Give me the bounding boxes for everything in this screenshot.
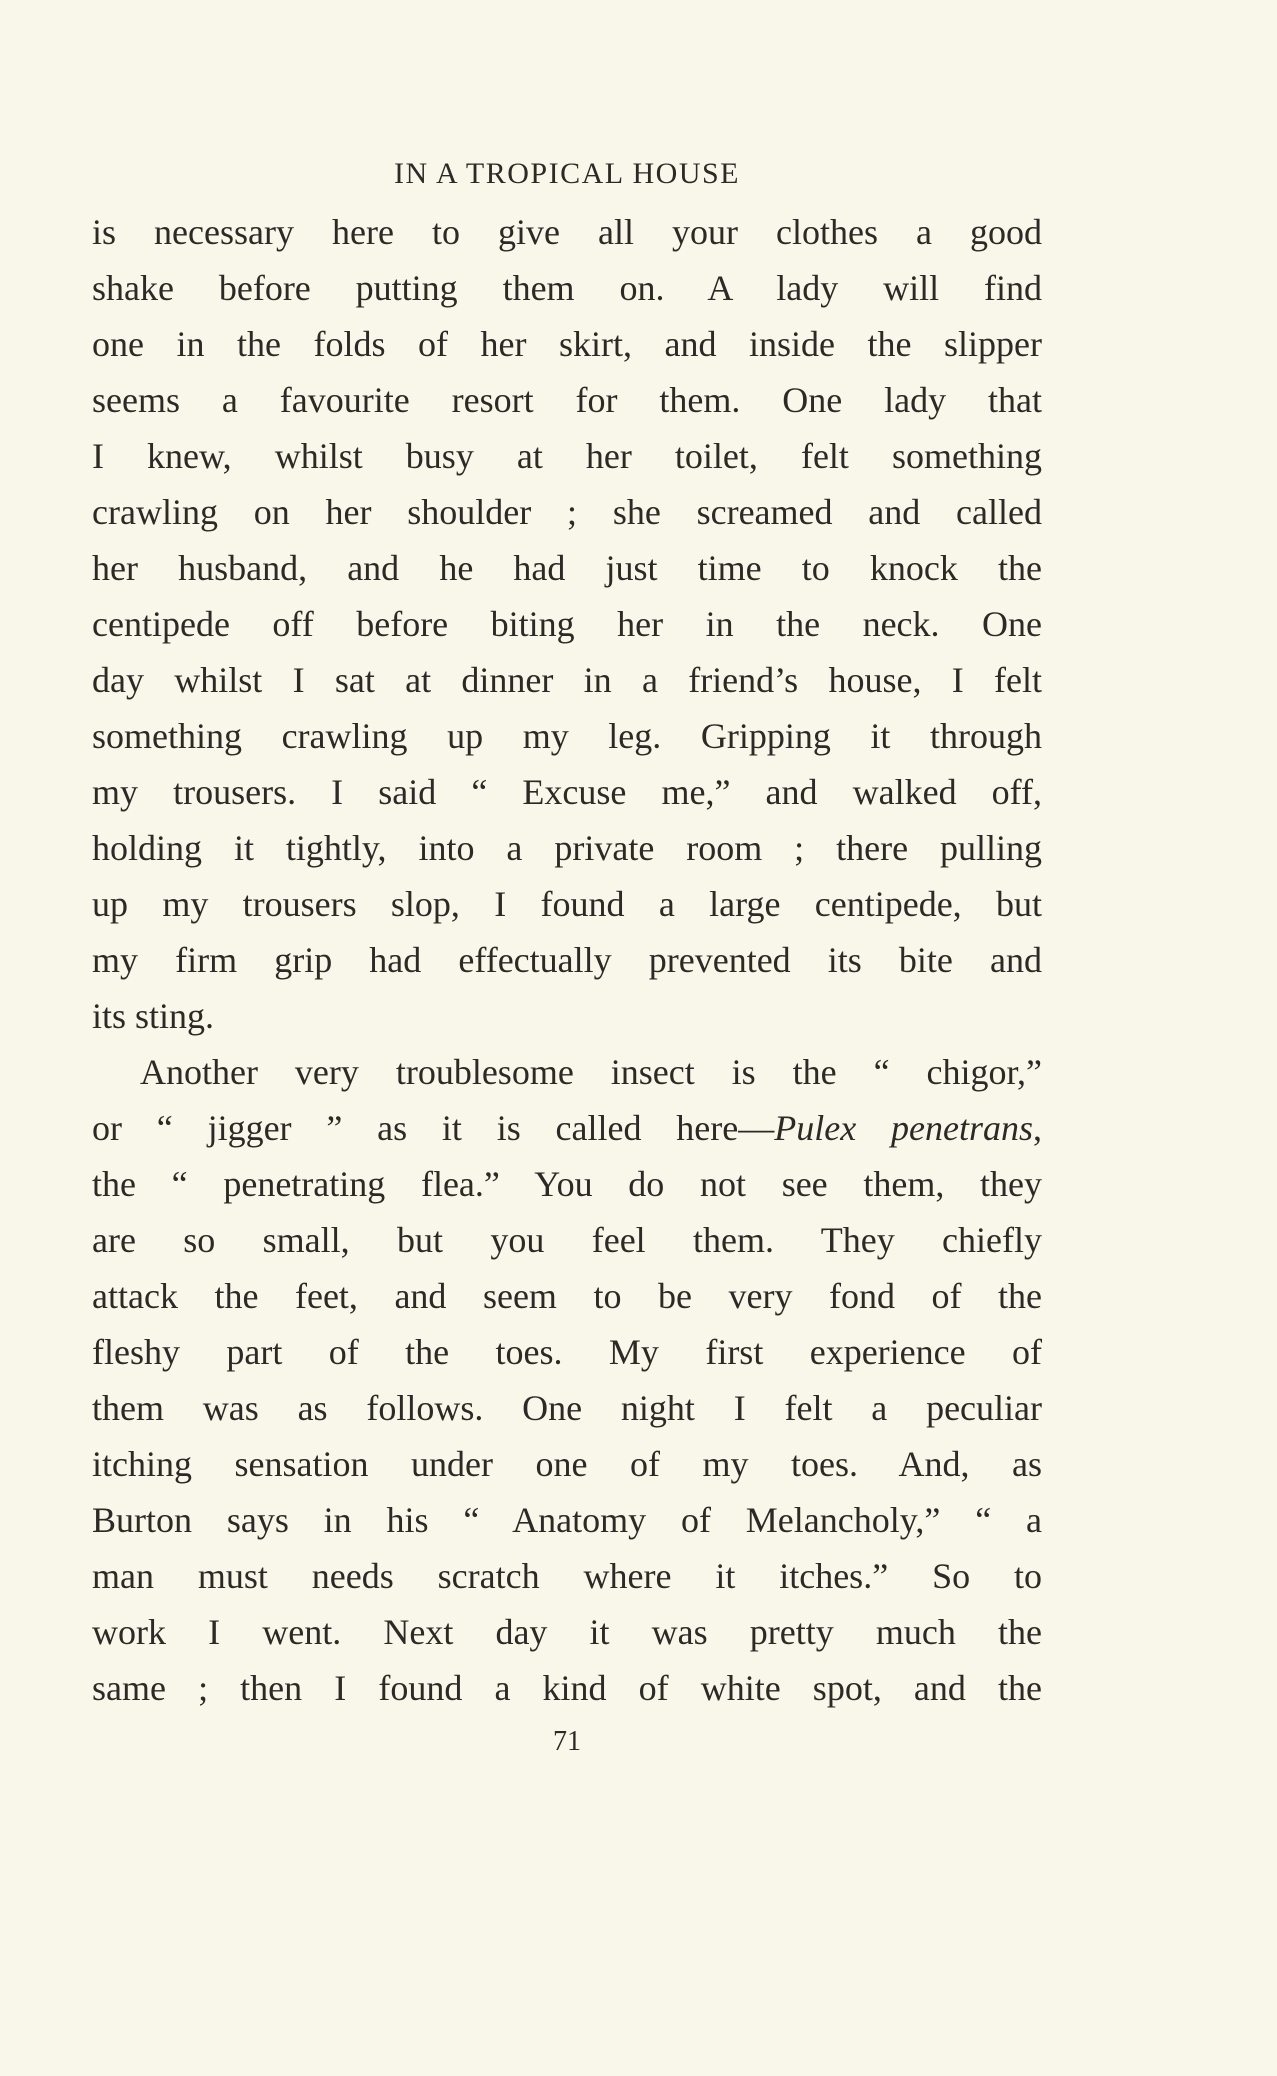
text-line: the “ penetrating flea.” You do not see them, they bbox=[92, 1164, 1042, 1204]
page-number: 71 bbox=[553, 1726, 581, 1757]
text-line: seems a favourite resort for them. One lady that bbox=[92, 380, 1042, 420]
text-line: itching sensation under one of my toes. And, as bbox=[92, 1444, 1042, 1484]
text-line: its sting. bbox=[92, 996, 215, 1036]
text-line: fleshy part of the toes. My first experience of bbox=[92, 1332, 1042, 1372]
text-line: same ; then I found a kind of white spot, and the bbox=[92, 1668, 1042, 1708]
text-line: up my trousers slop, I found a large centipede, but bbox=[92, 884, 1042, 924]
text-line: them was as follows. One night I felt a peculiar bbox=[92, 1388, 1042, 1428]
text-line: holding it tightly, into a private room ; there pulling bbox=[92, 828, 1042, 868]
text-line: her husband, and he had just time to knock the bbox=[92, 548, 1042, 588]
text-line: centipede off before biting her in the neck. One bbox=[92, 604, 1042, 644]
line-roman-part: or “ jigger ” as it is called here— bbox=[92, 1108, 775, 1148]
running-title: IN A TROPICAL HOUSE bbox=[393, 157, 741, 190]
text-line: man must needs scratch where it itches.” So to bbox=[92, 1556, 1042, 1596]
text-line: is necessary here to give all your clothes a good bbox=[92, 212, 1042, 252]
text-line: one in the folds of her skirt, and inside the slipper bbox=[92, 324, 1042, 364]
paragraph-first-line: Another very troublesome insect is the “ chigor,” bbox=[140, 1052, 1042, 1092]
text-line: attack the feet, and seem to be very fond of the bbox=[92, 1276, 1042, 1316]
text-line: crawling on her shoulder ; she screamed and called bbox=[92, 492, 1042, 532]
text-line: shake before putting them on. A lady will find bbox=[92, 268, 1042, 308]
text-line-with-italic bbox=[92, 1100, 1042, 1156]
body-text bbox=[92, 204, 1042, 1716]
text-line: I knew, whilst busy at her toilet, felt something bbox=[92, 436, 1042, 476]
text-line: are so small, but you feel them. They chiefly bbox=[92, 1220, 1042, 1260]
species-name-italic: Pulex penetrans bbox=[774, 1108, 1033, 1148]
book-page bbox=[92, 0, 1042, 2076]
text-line: my firm grip had effectually prevented its bite and bbox=[92, 940, 1042, 980]
text-line: my trousers. I said “ Excuse me,” and walked off, bbox=[92, 772, 1042, 812]
text-line: Burton says in his “ Anatomy of Melancholy,” “ a bbox=[92, 1500, 1042, 1540]
text-line: work I went. Next day it was pretty much the bbox=[92, 1612, 1042, 1652]
text-line: something crawling up my leg. Gripping it through bbox=[92, 716, 1042, 756]
line-end-punctuation: , bbox=[1032, 1108, 1042, 1148]
text-line: day whilst I sat at dinner in a friend’s house, I felt bbox=[92, 660, 1042, 700]
